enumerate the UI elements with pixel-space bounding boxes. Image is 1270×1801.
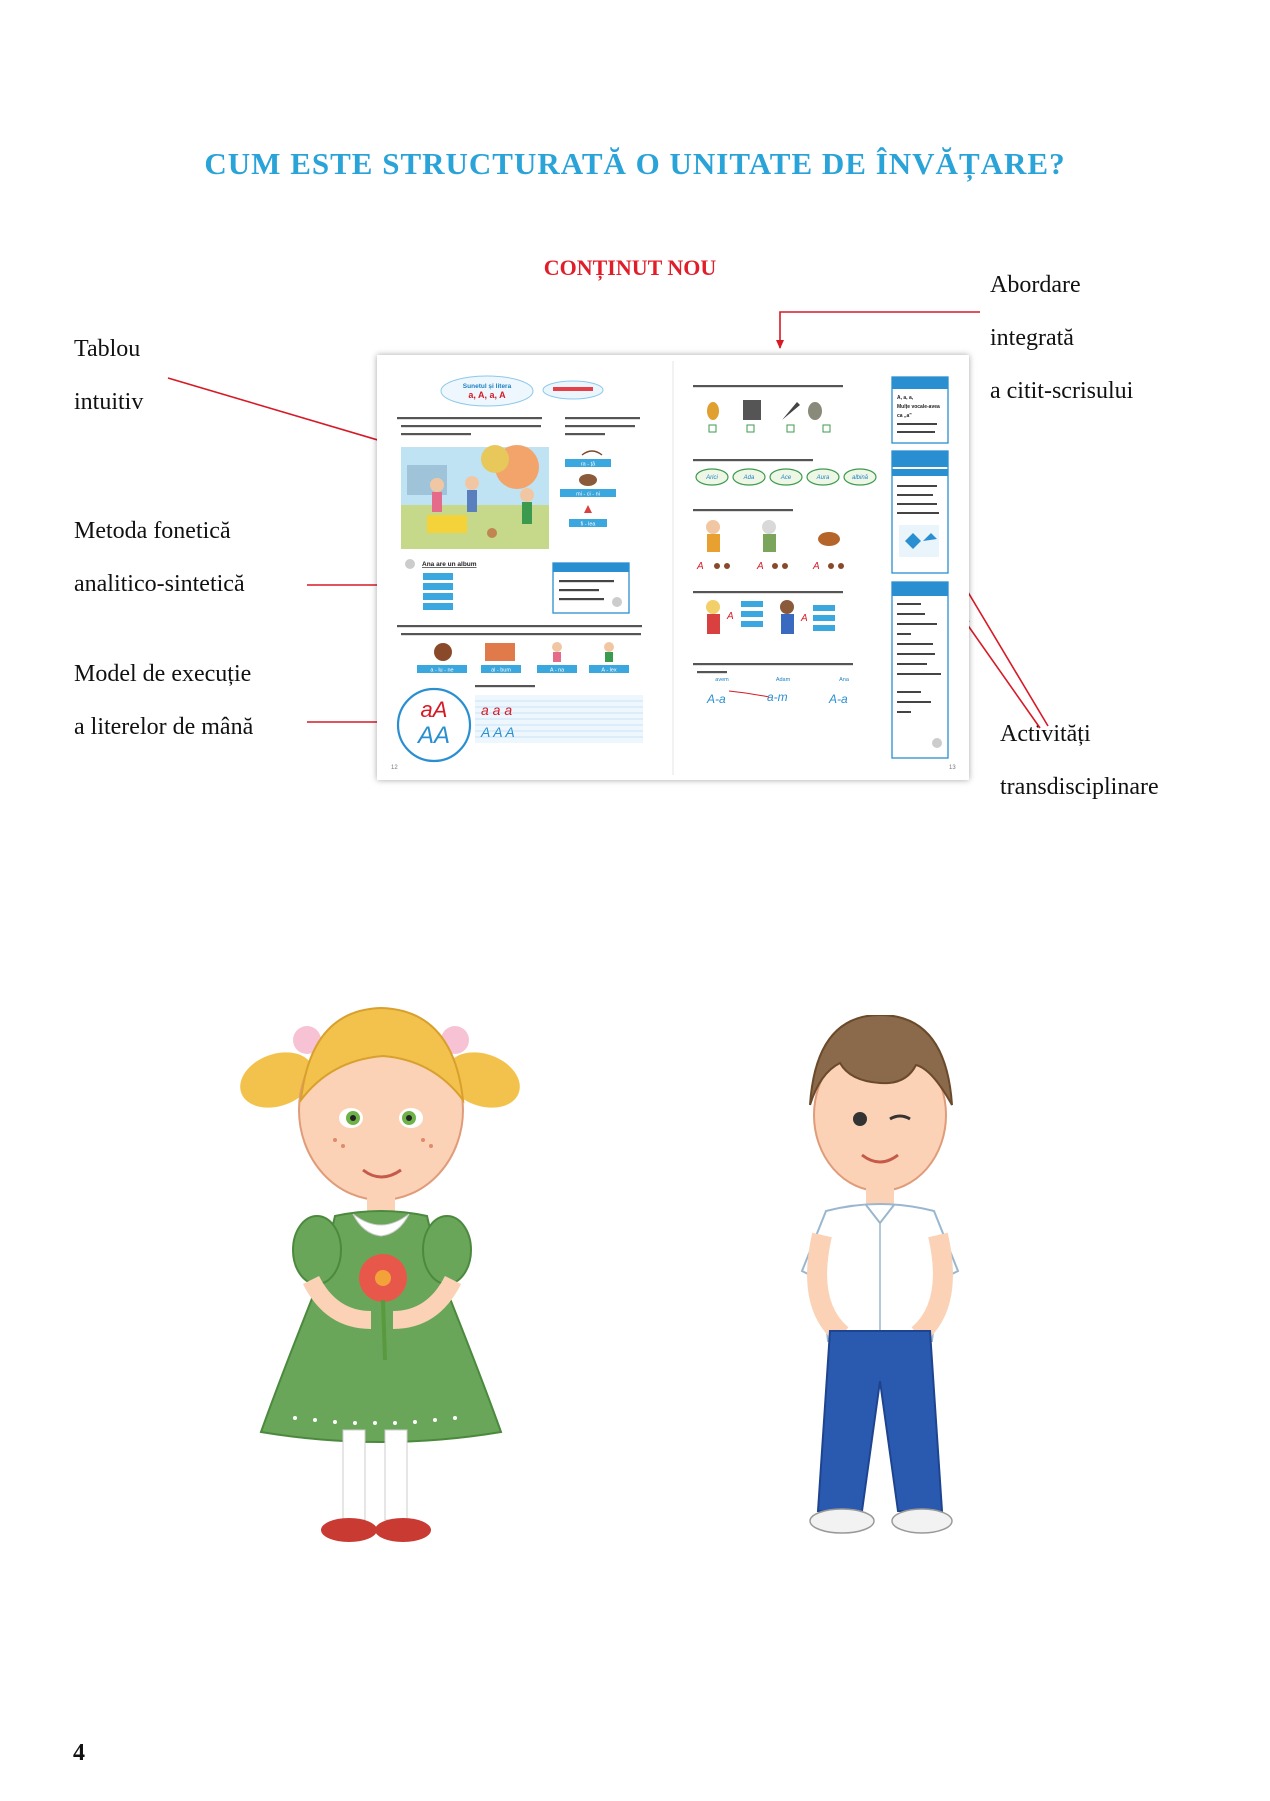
svg-text:Ana are un album: Ana are un album [422, 561, 477, 568]
album-sentence-block [405, 559, 477, 610]
svg-text:ca „a”: ca „a” [897, 413, 912, 419]
svg-text:Mulțe vocale-avea: Mulțe vocale-avea [897, 404, 940, 410]
svg-text:Ace: Ace [780, 475, 792, 481]
label-tablou-intuitiv: Tablou intuitiv [74, 336, 144, 415]
sidebar-box-3 [892, 582, 948, 758]
syllable-column [560, 451, 616, 528]
label-abordare-integrata: Abordare integrată a citit-scrisului [990, 272, 1134, 404]
svg-text:albină: albină [851, 475, 869, 481]
svg-text:A: A [697, 561, 704, 572]
sidebar-box-2 [892, 451, 948, 573]
svg-text:Adam: Adam [775, 677, 791, 683]
textbook-spread-preview [377, 355, 969, 780]
cursive-words-row [706, 677, 850, 706]
svg-text:mi - ci - ni: mi - ci - ni [576, 491, 600, 498]
info-box-left [553, 563, 629, 613]
svg-text:a, A, a, A: a, A, a, A [468, 390, 506, 400]
label-activitati-transdisciplinare: Activități transdisciplinare [1000, 721, 1159, 800]
svg-text:12: 12 [391, 765, 398, 771]
characters-row [696, 520, 844, 572]
svg-text:A A A: A A A [481, 724, 515, 740]
children-row [706, 600, 835, 634]
svg-text:A-a: A-a [707, 692, 726, 706]
svg-text:Arici: Arici [706, 475, 718, 481]
svg-text:A: A [727, 611, 734, 622]
svg-text:fi - lea: fi - lea [580, 521, 596, 528]
section-heading: CONȚINUT NOU [543, 255, 717, 280]
picture-row [417, 642, 629, 674]
handwriting-model [398, 685, 643, 761]
page-number: 4 [73, 1740, 85, 1766]
svg-text:AA: AA [417, 722, 451, 749]
boy-illustration [770, 1015, 990, 1555]
girl-illustration [235, 1000, 535, 1560]
svg-text:A: A [801, 613, 808, 624]
svg-text:a-m: a-m [767, 690, 788, 704]
word-tag-row [696, 469, 876, 485]
svg-text:a - lu - ne: a - lu - ne [430, 667, 454, 674]
sidebar-box-1 [892, 377, 948, 443]
svg-text:13: 13 [949, 765, 956, 771]
page-title: CUM ESTE STRUCTURATĂ O UNITATE DE ÎNVĂȚARE? [204, 146, 1066, 181]
arrow-tablou [168, 378, 398, 446]
arrow-activitati-2 [962, 617, 1040, 728]
label-model-executie: Model de execuție a literelor de mână [74, 661, 254, 740]
svg-text:al - bum: al - bum [491, 667, 511, 674]
lesson-badge [441, 376, 603, 406]
arrow-abordare [780, 312, 980, 348]
svg-text:Aura: Aura [816, 475, 830, 481]
svg-text:Sunetul și litera: Sunetul și litera [462, 383, 512, 390]
svg-text:A-a: A-a [829, 692, 848, 706]
park-illustration [401, 445, 549, 549]
svg-text:A, a, a,: A, a, a, [897, 395, 914, 401]
svg-text:A: A [813, 561, 820, 572]
svg-text:Ana: Ana [839, 677, 849, 683]
label-metoda-fonetica: Metoda fonetică analitico-sintetică [74, 518, 245, 597]
spread-drawing [377, 355, 969, 780]
svg-text:ra - ță: ra - ță [580, 461, 596, 468]
svg-text:A - na: A - na [549, 667, 565, 674]
svg-text:aA: aA [420, 697, 448, 722]
object-row [707, 400, 830, 432]
svg-text:Ada: Ada [743, 475, 755, 481]
svg-text:avem: avem [715, 677, 729, 683]
svg-text:A - lex: A - lex [601, 667, 617, 674]
svg-text:a a a: a a a [481, 702, 513, 718]
svg-text:A: A [757, 561, 764, 572]
